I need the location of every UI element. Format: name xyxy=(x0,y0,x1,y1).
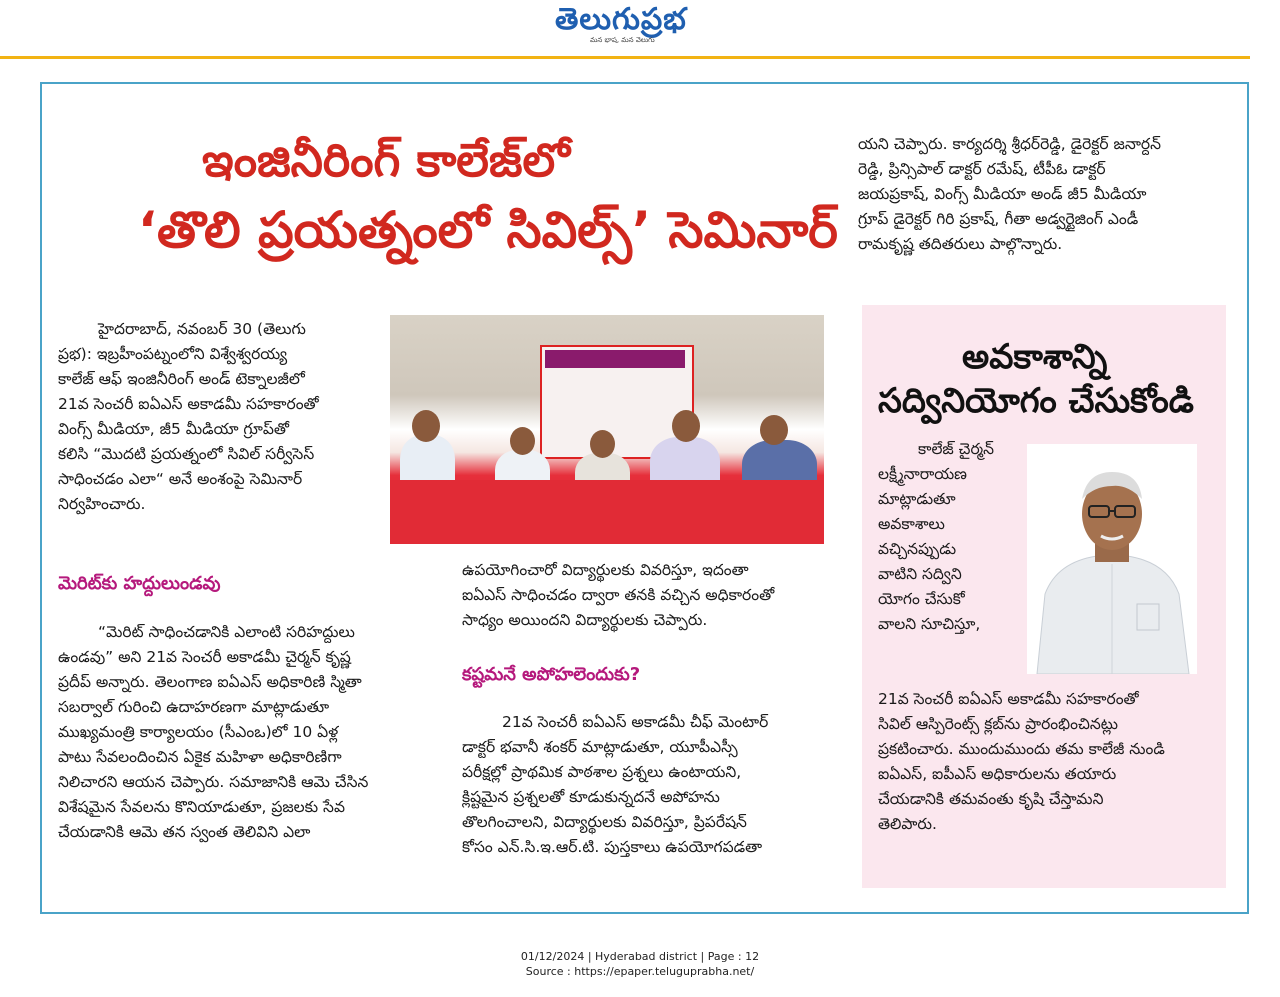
footer-date-page: 01/12/2024 | Hyderabad district | Page : 12 xyxy=(520,950,760,963)
portrait-illustration xyxy=(1027,444,1197,674)
text-line: ఐఏఎస్, ఐపీఎస్ అధికారులను తయారు xyxy=(878,765,1117,783)
headline-line-1: ఇంజినీరింగ్ కాలేజ్‌లో xyxy=(202,133,570,187)
text-line: పరీక్షల్లో ప్రాథమిక పాఠశాల ప్రశ్నలు ఉంటాయని, xyxy=(462,763,742,781)
text-line: ముఖ్యమంత్రి కార్యాలయం (సీఎంఒ)లో 10 ఏళ్ల xyxy=(58,723,339,741)
text-line: వాలని సూచిస్తూ, xyxy=(878,615,981,633)
sidebar-wide-text xyxy=(878,687,1193,837)
text-line: 21వ సెంచరీ ఐఏఎస్ అకాడమీ సహకారంతో xyxy=(58,395,319,413)
text-line: కాలేజ్ ఆఫ్ ఇంజినీరింగ్ అండ్ టెక్నాలజీలో xyxy=(58,370,305,388)
text-line: 21వ సెంచరీ ఐఏఎస్ అకాడమీ చీఫ్ మెంటార్ xyxy=(502,713,769,731)
column-2-top xyxy=(462,558,824,633)
sidebar-narrow-text xyxy=(878,437,1023,637)
photo-banner-header xyxy=(545,350,685,368)
subhead-misconception: కష్టమనే అపోహలెందుకు? xyxy=(462,664,641,685)
masthead xyxy=(0,0,1280,58)
text-line: కోసం ఎన్.సి.ఇ.ఆర్.టి. పుస్తకాలు ఉపయోగపడతా xyxy=(462,838,763,856)
column-2-body xyxy=(462,710,828,860)
photo-head xyxy=(412,410,440,442)
photo-head xyxy=(672,410,700,442)
text-line: వింగ్స్ మీడియా, జీ5 మీడియా గ్రూప్‌తో xyxy=(58,420,289,438)
text-line: మాట్లాడుతూ xyxy=(878,490,956,508)
text-line: పాటు సేవలందించిన ఏకైక మహిళా అధికారిణిగా xyxy=(58,748,342,766)
text-line: 21వ సెంచరీ ఐఏఎస్ అకాడమీ సహకారంతో xyxy=(878,690,1139,708)
newspaper-tagline: మన భాష, మన వెలుగు xyxy=(590,36,655,44)
text-line: వచ్చినప్పుడు xyxy=(878,540,957,558)
photo-head xyxy=(760,415,788,445)
text-line: లక్ష్మీనారాయణ xyxy=(878,465,967,483)
seminar-photo xyxy=(390,315,824,544)
text-line: కాలేజ్ చైర్మన్ xyxy=(918,440,994,458)
footer-source: Source : https://epaper.teluguprabha.net/ xyxy=(525,965,755,978)
text-line: సాధ్యం అయిందని విద్యార్థులకు చెప్పారు. xyxy=(462,611,708,629)
text-line: ప్రకటించారు. ముందుముందు తమ కాలేజీ నుండి xyxy=(878,740,1165,758)
photo-head xyxy=(590,430,615,458)
text-line: నిలిచారని ఆయన చెప్పారు. సమాజానికి ఆమె చేసిన xyxy=(58,773,369,791)
text-line: ఉండవు” అని 21వ సెంచరీ అకాడమీ చైర్మన్ కృష్ణ xyxy=(58,648,351,666)
text-line: వాటిని సద్విని xyxy=(878,565,962,583)
text-line: హైదరాబాద్, నవంబర్ 30 (తెలుగు xyxy=(98,320,306,338)
text-line: క్లిష్టమైన ప్రశ్నలతో కూడుకున్నదనే అపోహను xyxy=(462,788,720,806)
text-line: తొలగించాలని, విద్యార్థులకు వివరిస్తూ, ప్రిపరేషన్ xyxy=(462,813,747,831)
text-line: యోగం చేసుకో xyxy=(878,590,965,608)
text-line: నిర్వహించారు. xyxy=(58,495,146,513)
masthead-rule xyxy=(0,56,1250,59)
page-footer xyxy=(0,949,1280,979)
text-line: ఉపయోగించారో విద్యార్థులకు వివరిస్తూ, ఇదంతా xyxy=(462,561,749,579)
text-line: ఐఏఎస్ సాధించడం ద్వారా తనకి వచ్చిన అధికారంతో xyxy=(462,586,775,604)
text-line: చేయడానికి ఆమె తన స్వంత తెలివిని ఎలా xyxy=(58,823,311,841)
text-line: విశేషమైన సేవలను కొనియాడుతూ, ప్రజలకు సేవ xyxy=(58,798,345,816)
column-1-intro xyxy=(58,317,376,517)
text-line: చేయడానికి తమవంతు కృషి చేస్తామని xyxy=(878,790,1104,808)
text-line: ప్రభ): ఇబ్రహీంపట్నంలోని విశ్వేశ్వరయ్య xyxy=(58,345,288,363)
text-line: సాధించడం ఎలా“ అనే అంశంపై సెమినార్ xyxy=(58,470,303,488)
text-line: కలిసి “మొదటి ప్రయత్నంలో సివిల్ సర్వీసెస్ xyxy=(58,445,315,463)
text-line: రెడ్డి, ప్రిన్సిపాల్ డాక్టర్ రమేష్, టీపీఓ డాక్టర్ xyxy=(858,160,1106,178)
sidebar-title-line-2: సద్వినియోగం చేసుకోండి xyxy=(878,381,1194,421)
photo-table-cloth xyxy=(390,480,824,544)
text-line: రామకృష్ణ తదితరులు పాల్గొన్నారు. xyxy=(858,235,1063,253)
headline-line-2: ‘తొలి ప్రయత్నంలో సివిల్స్’ సెమినార్ xyxy=(138,201,838,259)
text-line: జయప్రకాష్, వింగ్స్ మీడియా అండ్ జీ5 మీడియా xyxy=(858,185,1147,203)
newspaper-logo: తెలుగుప్రభ xyxy=(555,2,687,37)
photo-head xyxy=(510,427,535,455)
text-line: అవకాశాలు xyxy=(878,515,945,533)
text-line: తెలిపారు. xyxy=(878,815,937,833)
chairman-portrait xyxy=(1027,444,1197,674)
text-line: యని చెప్పారు. కార్యదర్శి శ్రీధర్‌రెడ్డి, డైరెక్టర్ జనార్దన్ xyxy=(858,135,1161,153)
sidebar-title-line-1: అవకాశాన్ని xyxy=(962,337,1108,377)
text-line: గ్రూప్ డైరెక్టర్ గిరి ప్రకాష్, గీతా అడ్వర్టైజింగ్ ఎండీ xyxy=(858,210,1139,228)
text-line: “మెరిట్ సాధించడానికి ఎలాంటి సరిహద్దులు xyxy=(98,623,355,641)
subhead-merit: మెరిట్‌కు హద్దులుండవు xyxy=(58,573,221,594)
text-line: డాక్టర్ భవానీ శంకర్ మాట్లాడుతూ, యూపీఎస్సీ xyxy=(462,738,738,756)
text-line: ప్రదీప్ అన్నారు. తెలంగాణ ఐఏఎస్ అధికారిణి స్మితా xyxy=(58,673,362,691)
text-line: సబర్వాల్ గురించి ఉదాహరణగా మాట్లాడుతూ xyxy=(58,698,330,716)
column-3-top xyxy=(858,132,1224,257)
column-1-body xyxy=(58,620,433,845)
text-line: సివిల్ ఆస్పిరెంట్స్ క్లబ్‌ను ప్రారంభించినట్లు xyxy=(878,715,1119,733)
